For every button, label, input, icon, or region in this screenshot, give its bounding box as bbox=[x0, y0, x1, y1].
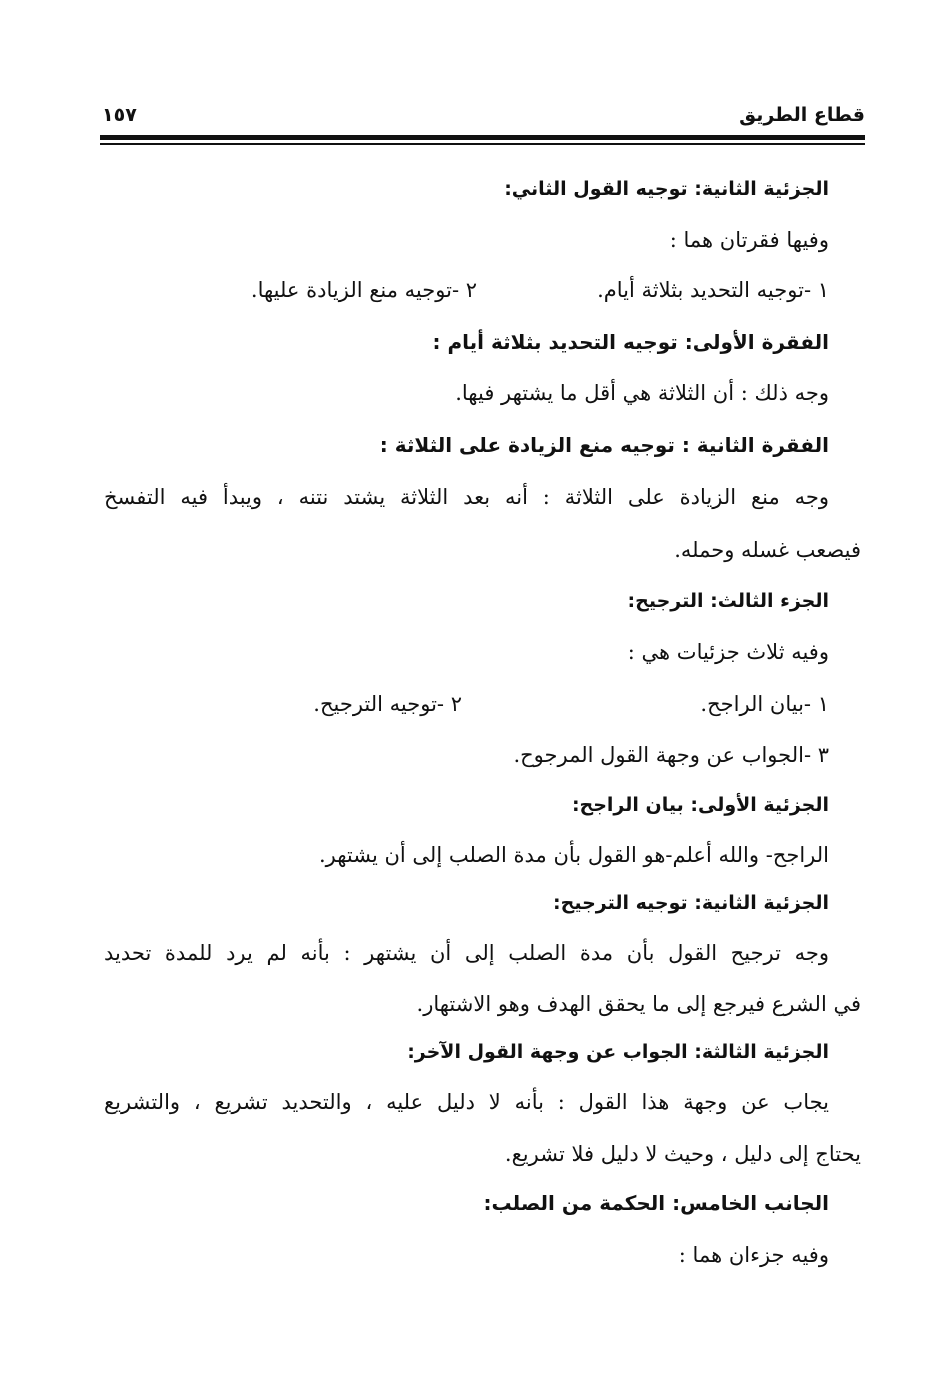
paragraph-line: في الشرع فيرجع إلى ما يحقق الهدف وهو الاشتهار. bbox=[416, 992, 861, 1016]
paragraph-line: وجه ترجيح القول بأن مدة الصلب إلى أن يشتهر : بأنه لم يرد للمدة تحديد bbox=[104, 941, 829, 965]
list-item: ٣ -الجواب عن وجهة القول المرجوح. bbox=[513, 743, 829, 767]
paragraph-line: وجه منع الزيادة على الثلاثة : أنه بعد الثلاثة يشتد نتنه ، ويبدأ فيه التفسخ bbox=[104, 485, 829, 509]
paragraph-line: وفيه جزءان هما : bbox=[678, 1243, 829, 1267]
subsection-heading: الجزئية الثانية: توجيه القول الثاني: bbox=[504, 178, 829, 200]
list-item: ١ -بيان الراجح. bbox=[700, 692, 829, 716]
header-rule-thick bbox=[100, 135, 865, 140]
page-header bbox=[100, 104, 865, 134]
list-item: ٢ -توجيه الترجيح. bbox=[313, 692, 462, 716]
paragraph-line: وفيها فقرتان هما : bbox=[669, 228, 829, 252]
subsection-heading: الجزئية الثالثة: الجواب عن وجهة القول الآخر: bbox=[407, 1041, 829, 1063]
section-heading: الجانب الخامس: الحكمة من الصلب: bbox=[483, 1191, 829, 1215]
page-number: ١٥٧ bbox=[102, 104, 137, 126]
paragraph-heading: الفقرة الأولى: توجيه التحديد بثلاثة أيام : bbox=[432, 330, 829, 354]
header-rule-thin bbox=[100, 143, 865, 145]
paragraph-line: فيصعب غسله وحمله. bbox=[674, 538, 861, 562]
paragraph-line: يحتاج إلى دليل ، وحيث لا دليل فلا تشريع. bbox=[504, 1142, 861, 1166]
paragraph-line: وجه ذلك : أن الثلاثة هي أقل ما يشتهر فيها. bbox=[455, 381, 829, 405]
subsection-heading: الجزئية الثانية: توجيه الترجيح: bbox=[553, 892, 829, 914]
list-item: ١ -توجيه التحديد بثلاثة أيام. bbox=[597, 278, 829, 302]
paragraph-line: الراجح- والله أعلم-هو القول بأن مدة الصلب إلى أن يشتهر. bbox=[318, 843, 829, 867]
list-item: ٢ -توجيه منع الزيادة عليها. bbox=[250, 278, 477, 302]
subsection-heading: الجزئية الأولى: بيان الراجح: bbox=[571, 794, 829, 816]
running-title: قطاع الطريق bbox=[739, 104, 865, 126]
paragraph-line: يجاب عن وجهة هذا القول : بأنه لا دليل عليه ، والتحديد تشريع ، والتشريع bbox=[104, 1090, 829, 1114]
paragraph-line: وفيه ثلاث جزئيات هي : bbox=[627, 640, 829, 664]
paragraph-heading: الفقرة الثانية : توجيه منع الزيادة على الثلاثة : bbox=[379, 433, 829, 457]
section-heading: الجزء الثالث: الترجيح: bbox=[627, 590, 829, 612]
